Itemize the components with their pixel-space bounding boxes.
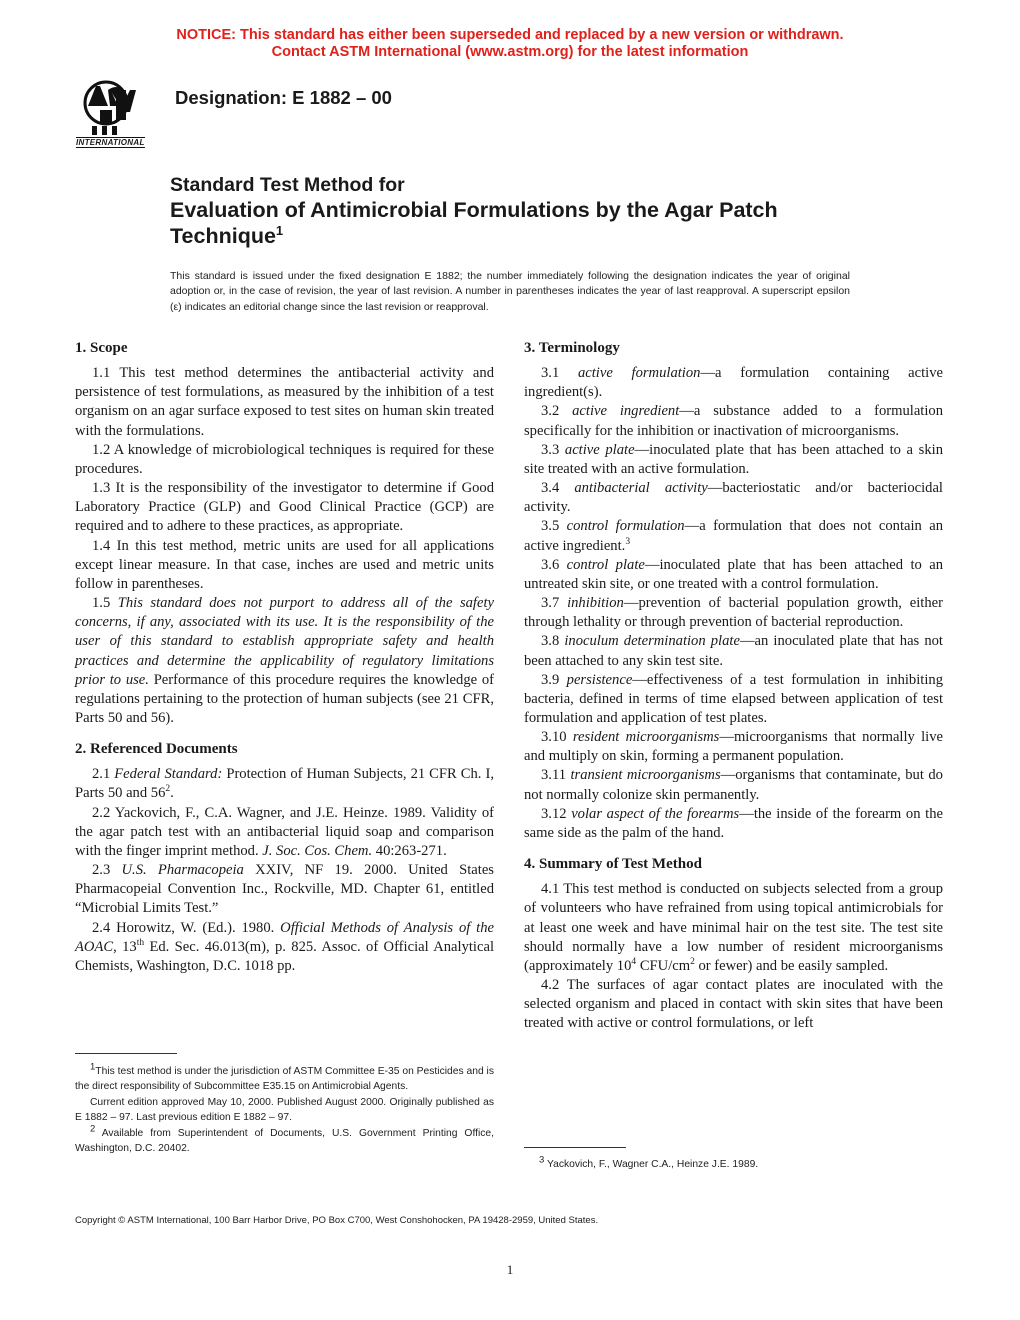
footnote-3 <box>524 1154 943 1172</box>
document-title <box>170 197 890 249</box>
para-2-1-italic: Federal Standard: <box>114 766 223 783</box>
term-number: 3.5 <box>541 518 560 535</box>
term-text: —organisms that contaminate, but do not normally colonize skin permanently. <box>524 767 943 803</box>
term-text: —an inoculated plate that has not been attached to any skin test site. <box>524 633 943 669</box>
footnote-ref-3: 3 <box>625 536 631 547</box>
footnote-1b: Current edition approved May 10, 2000. Published August 2000. Originally published as E 1882 – 97. Last previous edition E 1882 – 97. <box>75 1096 494 1124</box>
term-text: —microorganisms that normally live and multiply on skin, forming a permanent population. <box>524 729 943 765</box>
term-number: 3.9 <box>541 671 560 688</box>
term-definition <box>524 594 943 632</box>
para-1-1: 1.1 This test method determines the antibacterial activity and persistence of test formulations, as measured by the inhibition of a test organism on an agar surface exposed to test sites on human skin treated with the formulations. <box>75 365 494 439</box>
term-definition <box>524 805 943 843</box>
term-definition <box>524 556 943 594</box>
term-definition <box>524 766 943 804</box>
para-2-2-a: 2.2 Yackovich, F., C.A. Wagner, and J.E. Heinze. 1989. Validity of the agar patch test with an antibacterial liquid soap and comparison with the finger imprint method. <box>75 804 494 859</box>
term-name: resident microorganisms <box>572 729 720 746</box>
designation: Designation: E 1882 – 00 <box>175 87 392 108</box>
para-2-2-b: 40:263-271. <box>375 842 447 859</box>
para-4-1-a: 4.1 This test method is conducted on subjects selected from a group of volunteers who have refrained from using topical antimicrobials for at least one week and have minimal hair on the test site. The test site should normally have a low number of resident microorganisms (approximately 10 <box>524 881 943 974</box>
term-number: 3.10 <box>541 729 567 746</box>
footnote-divider-left <box>75 1053 177 1054</box>
footnote-1-mark: 1 <box>90 1061 96 1073</box>
para-2-4-a: 2.4 Horowitz, W. (Ed.). 1980. <box>92 919 275 936</box>
term-name: active formulation <box>577 365 701 382</box>
section-heading-referenced-documents: 2. Referenced Documents <box>75 741 238 758</box>
para-4-1-unit: CFU/cm <box>639 957 691 974</box>
term-number: 3.6 <box>541 556 560 573</box>
term-name: active plate <box>564 441 635 458</box>
para-2-2 <box>75 804 494 861</box>
footnotes-right <box>524 1154 943 1172</box>
para-1-3: 1.3 It is the responsibility of the investigator to determine if Good Laboratory Practice (GLP) and Good Clinical Practice (GCP) are required and to adhere to these practices, as appropriate. <box>75 480 494 535</box>
para-4-1-c: or fewer) and be easily sampled. <box>698 957 889 974</box>
term-definition <box>524 441 943 479</box>
para-2-3-num: 2.3 <box>92 862 111 879</box>
para-1-4: 1.4 In this test method, metric units are used for all applications except linear measure. In that case, inches are used and metric units follow in parentheses. <box>75 537 494 592</box>
copyright-line: Copyright © ASTM International, 100 Barr Harbor Drive, PO Box C700, West Conshohocken, PA 19428-2959, United States. <box>75 1215 599 1226</box>
term-definition <box>524 364 943 402</box>
term-name: transient microorganisms <box>570 767 721 784</box>
term-name: control plate <box>566 556 645 573</box>
footnote-2-mark: 2 <box>90 1123 96 1135</box>
footnote-2 <box>75 1123 494 1157</box>
term-definition <box>524 728 943 766</box>
term-name: antibacterial activity <box>574 480 708 497</box>
para-1-5-num: 1.5 <box>92 595 111 612</box>
safety-caveat: This standard does not purport to address all of the safety concerns, if any, associated with its use. It is the responsibility of the user of this standard to establish appropriate safety and health practices and determine the applicability of regulatory limitations prior to use. <box>75 595 494 688</box>
notice-banner <box>0 27 1020 61</box>
term-name: inoculum determination plate <box>564 633 740 650</box>
footnote-2-text: Available from Superintendent of Documents, U.S. Government Printing Office, Washington, D.C. 20402. <box>75 1127 494 1155</box>
term-number: 3.4 <box>541 480 560 497</box>
section-heading-terminology: 3. Terminology <box>524 340 620 356</box>
para-2-1: 2.1 Federal Standard: Protection of Human Subjects, 21 CFR Ch. I, Parts 50 and $56^2$. <box>75 766 494 802</box>
term-number: 3.8 <box>541 633 560 650</box>
term-number: 3.2 <box>541 403 560 420</box>
title-prefix: Standard Test Method for <box>170 174 405 196</box>
astm-logo-icon <box>72 76 168 152</box>
footnote-1 <box>75 1061 494 1095</box>
para-2-3 <box>75 861 494 918</box>
para-4-1-exp: 4 <box>631 956 637 967</box>
footnote-3-mark: 3 <box>539 1154 545 1166</box>
footnote-3-text: Yackovich, F., Wagner C.A., Heinze J.E. 1989. <box>546 1159 759 1170</box>
para-2-3-rest: XXIV, NF 19. 2000. United States Pharmacopeial Convention Inc., Rockville, MD. Chapter 61, entitled “Microbial Limits Test.” <box>75 862 494 917</box>
term-number: 3.3 <box>541 441 560 458</box>
term-definition <box>524 402 943 440</box>
para-4-2: 4.2 The surfaces of agar contact plates are inoculated with the selected organism and placed in contact with skin sites that have been treated with active or control formulations, or left <box>524 977 943 1032</box>
term-definition <box>524 479 943 517</box>
left-column <box>75 339 494 976</box>
para-2-3-italic: U.S. Pharmacopeia <box>121 862 244 879</box>
para-4-1 <box>524 880 943 976</box>
para-2-1-rest: Protection of Human Subjects, 21 CFR Ch. I, Parts 50 and 56 <box>75 766 494 802</box>
title-footnote-mark: 1 <box>275 222 284 238</box>
para-1-2: 1.2 A knowledge of microbiological techniques is required for these procedures. <box>75 441 494 477</box>
term-name: persistence <box>566 671 633 688</box>
term-text: —effectiveness of a test formulation in inhibiting bacteria, defined in terms of time elapsed between application of test formulation and application of test plates. <box>524 671 943 726</box>
footnote-1-text: This test method is under the jurisdiction of ASTM Committee E-35 on Pesticides and is the direct responsibility of Subcommittee E35.15 on Antimicrobial Agents. <box>75 1066 494 1093</box>
para-4-1-unit-exp: 2 <box>690 956 695 967</box>
term-text: —inoculated plate that has been attached to a skin site treated with an active formulation. <box>524 441 943 477</box>
para-2-4-c: Ed. Sec. 46.013(m), p. 825. Assoc. of Official Analytical Chemists, Washington, D.C. 1018 pp. <box>75 938 494 974</box>
term-text: —inoculated plate that has been attached to an untreated skin site, or one treated with a control formulation. <box>524 556 943 592</box>
term-text: —a formulation containing active ingredient(s). <box>524 365 943 401</box>
right-column <box>524 339 943 1033</box>
term-name: inhibition <box>567 595 624 612</box>
footnotes-left <box>75 1061 494 1156</box>
intro-paragraph: This standard is issued under the fixed designation E 1882; the number immediately following the designation indicates the year of original adoption or, in the case of revision, the year of last revision. A number in parentheses indicates the year of last reapproval. A superscript epsilon (ε) indicates an editorial change since the last revision or reapproval. <box>170 270 850 313</box>
para-2-4-italic: Official Methods of Analysis of the AOAC <box>75 919 494 955</box>
title-main-text: Evaluation of Antimicrobial Formulations by the Agar Patch Technique <box>170 198 778 248</box>
section-heading-scope: 1. Scope <box>75 340 128 356</box>
notice-line-1: NOTICE: This standard has either been superseded and replaced by a new version or withdrawn. <box>176 27 844 43</box>
logo-text: INTERNATIONAL <box>76 138 145 147</box>
term-text: —a substance added to a formulation specifically for the inhibition or inactivation of microorganisms. <box>524 403 943 439</box>
term-name: volar aspect of the forearms <box>571 805 740 822</box>
term-text: —the inside of the forearm on the same side as the palm of the hand. <box>524 805 943 841</box>
term-text: —a formulation that does not contain an active ingredient. <box>524 518 944 554</box>
para-2-4 <box>75 919 494 976</box>
term-text: —prevention of bacterial population growth, either through lethality or through prevention of bacterial reproduction. <box>524 595 943 631</box>
footnote-ref-2: 2 <box>165 784 171 795</box>
para-1-5 <box>75 594 494 728</box>
term-number: 3.11 <box>541 767 566 784</box>
para-2-1-num: 2.1 <box>92 766 111 783</box>
terms-list <box>524 364 943 843</box>
term-number: 3.7 <box>541 595 560 612</box>
term-definition <box>524 632 943 670</box>
term-name: control formulation <box>566 518 685 535</box>
section-heading-summary: 4. Summary of Test Method <box>524 856 702 873</box>
para-2-4-sup: th <box>136 937 145 948</box>
term-number: 3.12 <box>541 805 567 822</box>
notice-line-2: Contact ASTM International (www.astm.org) for the latest information <box>271 44 749 60</box>
para-1-5-rest: Performance of this procedure requires the knowledge of regulations pertaining to the protection of human subjects (see 21 CFR, Parts 50 and 56). <box>75 671 494 726</box>
term-number: 3.1 <box>541 365 560 382</box>
term-name: active ingredient <box>572 403 680 420</box>
page-number: 1 <box>506 1262 514 1277</box>
para-2-2-journal: J. Soc. Cos. Chem. <box>262 842 373 859</box>
term-definition <box>524 517 943 555</box>
para-2-4-b: , 13 <box>113 938 137 955</box>
term-definition <box>524 671 943 728</box>
term-text: —bacteriostatic and/or bacteriocidal activity. <box>524 480 943 516</box>
footnote-divider-right <box>524 1147 626 1148</box>
